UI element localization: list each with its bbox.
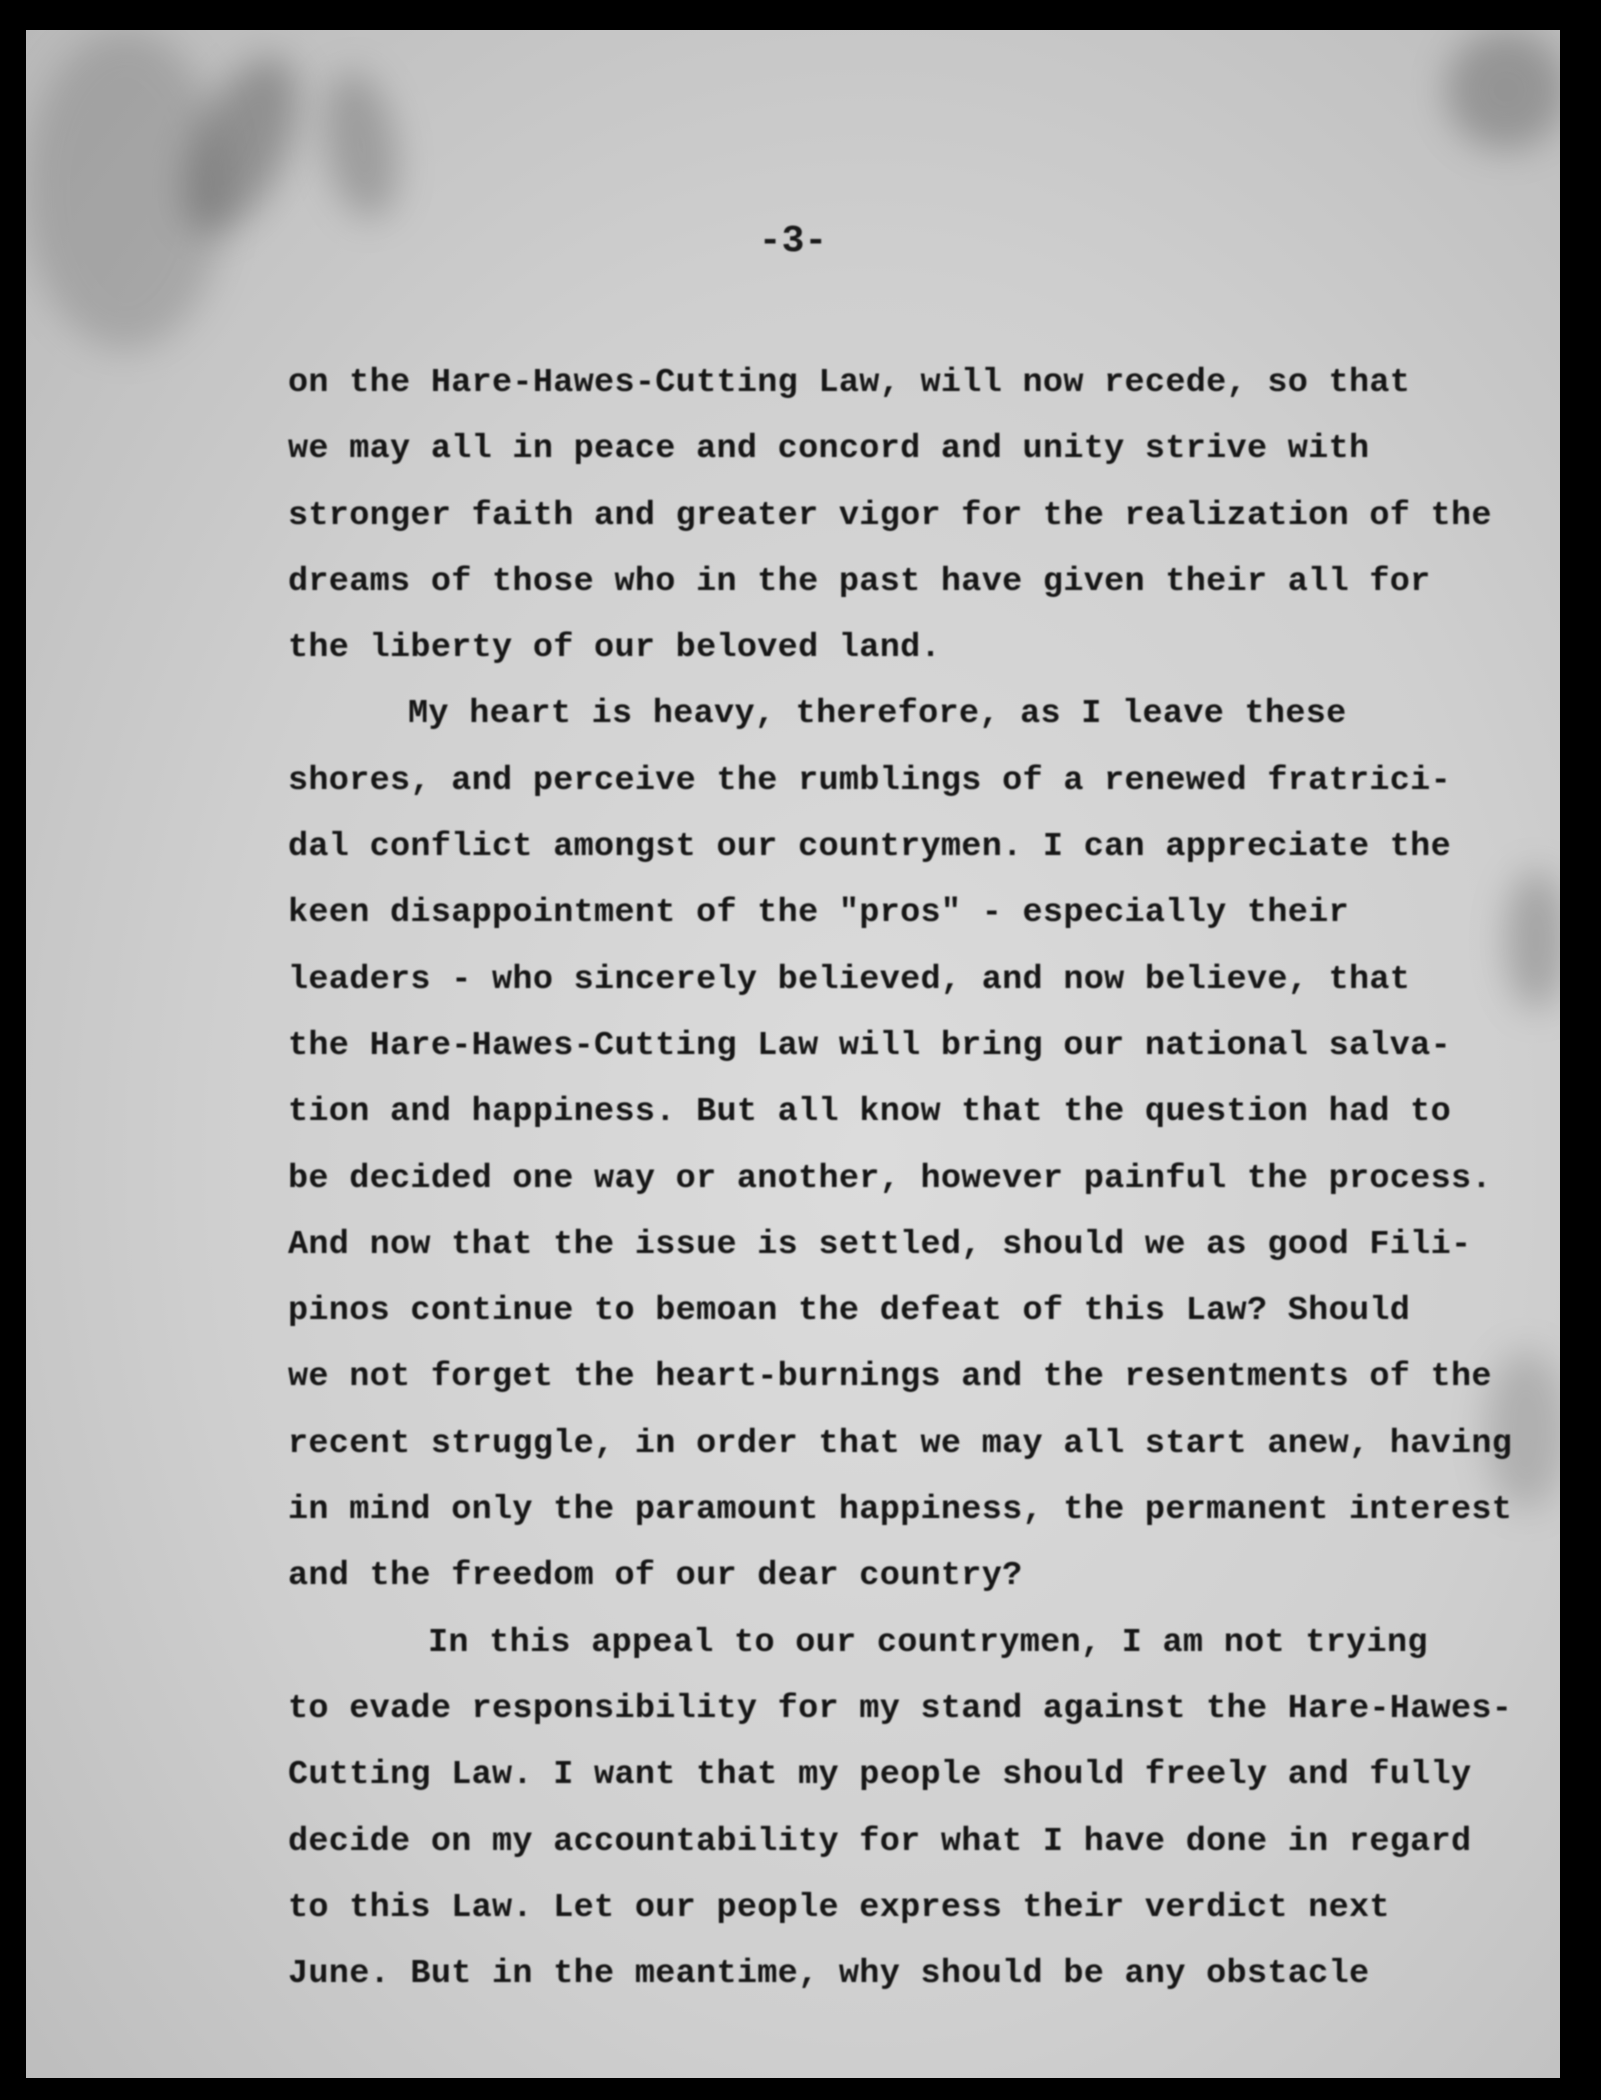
- text-line: the Hare-Hawes-Cutting Law will bring our national salva-: [288, 1026, 1451, 1065]
- body-text: [288, 350, 1548, 2007]
- ink-smudge: [1446, 30, 1560, 150]
- text-line: And now that the issue is settled, should we as good Fili-: [288, 1225, 1472, 1264]
- text-line: In this appeal to our countrymen, I am not trying: [428, 1623, 1428, 1662]
- document-page: [26, 30, 1560, 2078]
- text-line: we may all in peace and concord and unity strive with: [288, 430, 1370, 469]
- text-line: and the freedom of our dear country?: [288, 1557, 1023, 1596]
- ink-smudge: [314, 65, 409, 225]
- text-line: to this Law. Let our people express their verdict next: [288, 1888, 1390, 1927]
- text-line: pinos continue to bemoan the defeat of this Law? Should: [288, 1292, 1411, 1331]
- text-line: on the Hare-Hawes-Cutting Law, will now recede, so that: [288, 364, 1411, 402]
- text-line: be decided one way or another, however painful the process.: [288, 1159, 1492, 1198]
- text-line: we not forget the heart-burnings and the resentments of the: [288, 1358, 1492, 1397]
- text-line: keen disappointment of the "pros" - especially their: [288, 894, 1349, 933]
- text-line: shores, and perceive the rumblings of a renewed fratrici-: [288, 761, 1451, 800]
- text-line: recent struggle, in order that we may all start anew, having: [288, 1424, 1513, 1463]
- text-line: in mind only the paramount happiness, the permanent interest: [288, 1491, 1513, 1530]
- text-line: My heart is heavy, therefore, as I leave these: [408, 695, 1347, 734]
- text-line: leaders - who sincerely believed, and now believe, that: [288, 960, 1411, 999]
- text-line: to evade responsibility for my stand against the Hare-Hawes-: [288, 1689, 1513, 1728]
- text-line: June. But in the meantime, why should be any obstacle: [288, 1955, 1370, 1994]
- text-line: dreams of those who in the past have given their all for: [288, 562, 1431, 601]
- text-line: tion and happiness. But all know that the question had to: [288, 1093, 1451, 1132]
- text-line: the liberty of our beloved land.: [288, 629, 941, 668]
- text-line: stronger faith and greater vigor for the realization of the: [288, 496, 1492, 535]
- text-line: Cutting Law. I want that my people should freely and fully: [288, 1756, 1472, 1795]
- page-number: -3-: [758, 220, 828, 263]
- ink-smudge: [26, 30, 226, 350]
- text-line: decide on my accountability for what I have done in regard: [288, 1822, 1472, 1861]
- text-line: dal conflict amongst our countrymen. I can appreciate the: [288, 828, 1451, 867]
